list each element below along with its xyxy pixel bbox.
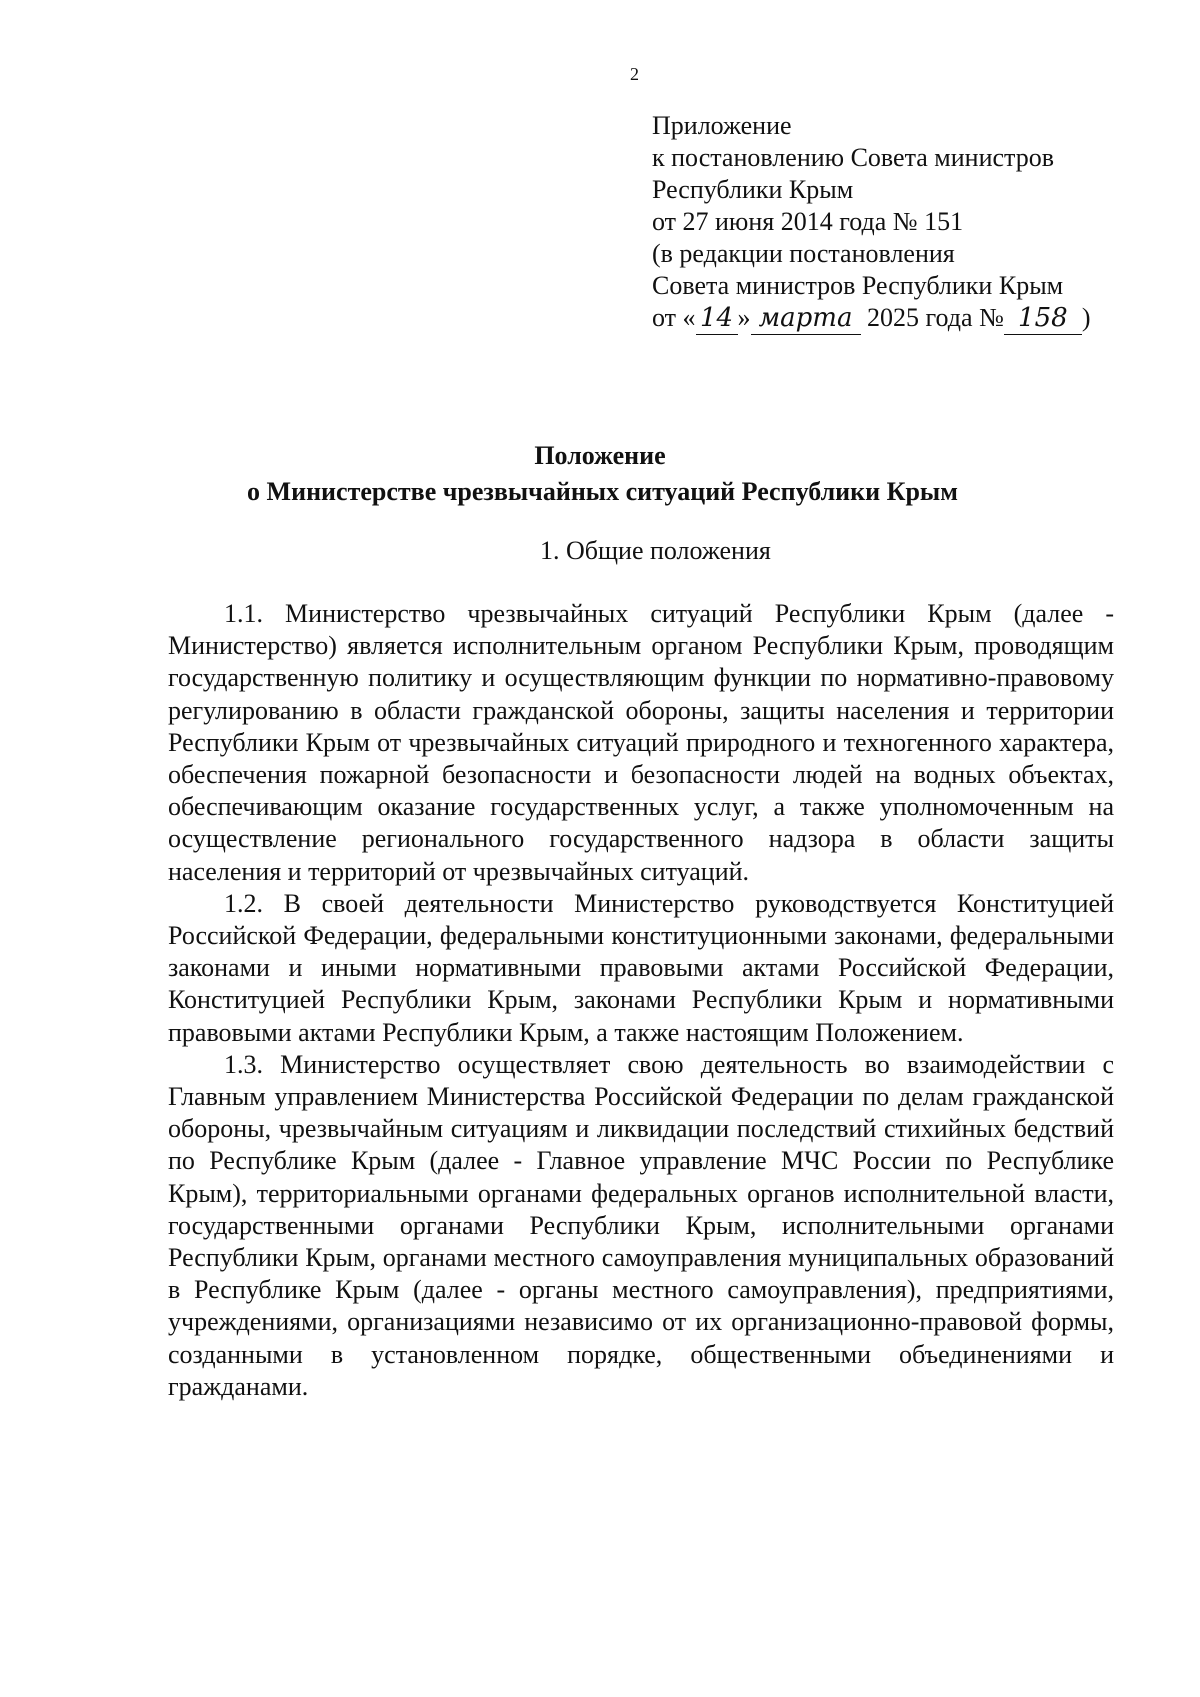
appendix-header — [652, 110, 1091, 335]
paragraph-1-1: 1.1. Министерство чрезвычайных ситуаций Республики Крым (далее - Министерство) является исполнительным органом Республики Крым, проводящим государственную политику и осуществляющим функции по нормативно-правовому регулированию в области гражданской обороны, защиты населения и территории Республики Крым от чрезвычайных ситуаций природного и техногенного характера, обеспечения пожарной безопасности и безопасности людей на водных объектах, обеспечивающим оказание государственных услуг, а также уполномоченным на осуществление регионального государственного надзора в области защиты населения и территорий от чрезвычайных ситуаций. — [168, 599, 1114, 886]
appendix-line-3: Республики Крым — [652, 175, 854, 204]
handwritten-number: 158 — [1004, 302, 1082, 335]
appendix-line-6: Совета министров Республики Крым — [652, 271, 1064, 300]
title-line-1: Положение — [534, 441, 666, 470]
date-prefix: от « — [652, 303, 696, 332]
appendix-line-5: (в редакции постановления — [652, 239, 955, 268]
title-line-2: о Министерстве чрезвычайных ситуаций Республики Крым — [247, 477, 958, 506]
appendix-line-1: Приложение — [652, 111, 792, 140]
appendix-line-4: от 27 июня 2014 года № 151 — [652, 207, 964, 236]
appendix-line-7 — [652, 302, 1091, 335]
date-suffix: ) — [1081, 303, 1091, 332]
page-number: 2 — [630, 64, 639, 84]
date-year: 2025 года № — [860, 303, 1004, 332]
paragraph-1-2: 1.2. В своей деятельности Министерство руководствуется Конституцией Российской Федерации, федеральными конституционными законами, федеральными законами и иными нормативными правовыми актами Российской Федерации, Конституцией Республики Крым, законами Республики Крым и нормативными правовыми актами Республики Крым, а также настоящим Положением. — [168, 888, 1114, 1047]
appendix-line-2: к постановлению Совета министров — [652, 143, 1054, 172]
handwritten-day: 14 — [696, 302, 738, 335]
section-heading: 1. Общие положения — [540, 536, 771, 565]
paragraph-1-3: 1.3. Министерство осуществляет свою деятельность во взаимодействии с Главным управлением Министерства Российской Федерации по делам гражданской обороны, чрезвычайным ситуациям и ликвидации последствий стихийных бедствий по Республике Крым (далее - Главное управление МЧС России по Республике Крым), территориальными органами федеральных органов исполнительной власти, государственными органами Республики Крым, исполнительными органами Республики Крым, органами местного самоуправления муниципальных образований в Республике Крым (далее - органы местного самоуправления), предприятиями, учреждениями, организациями независимо от их организационно-правовой формы, созданными в установленном порядке, общественными объединениями и гражданами. — [168, 1049, 1114, 1401]
document-title — [0, 438, 1200, 510]
date-mid: » — [737, 303, 751, 332]
handwritten-month: марта — [751, 302, 861, 335]
document-body — [168, 598, 1114, 1403]
